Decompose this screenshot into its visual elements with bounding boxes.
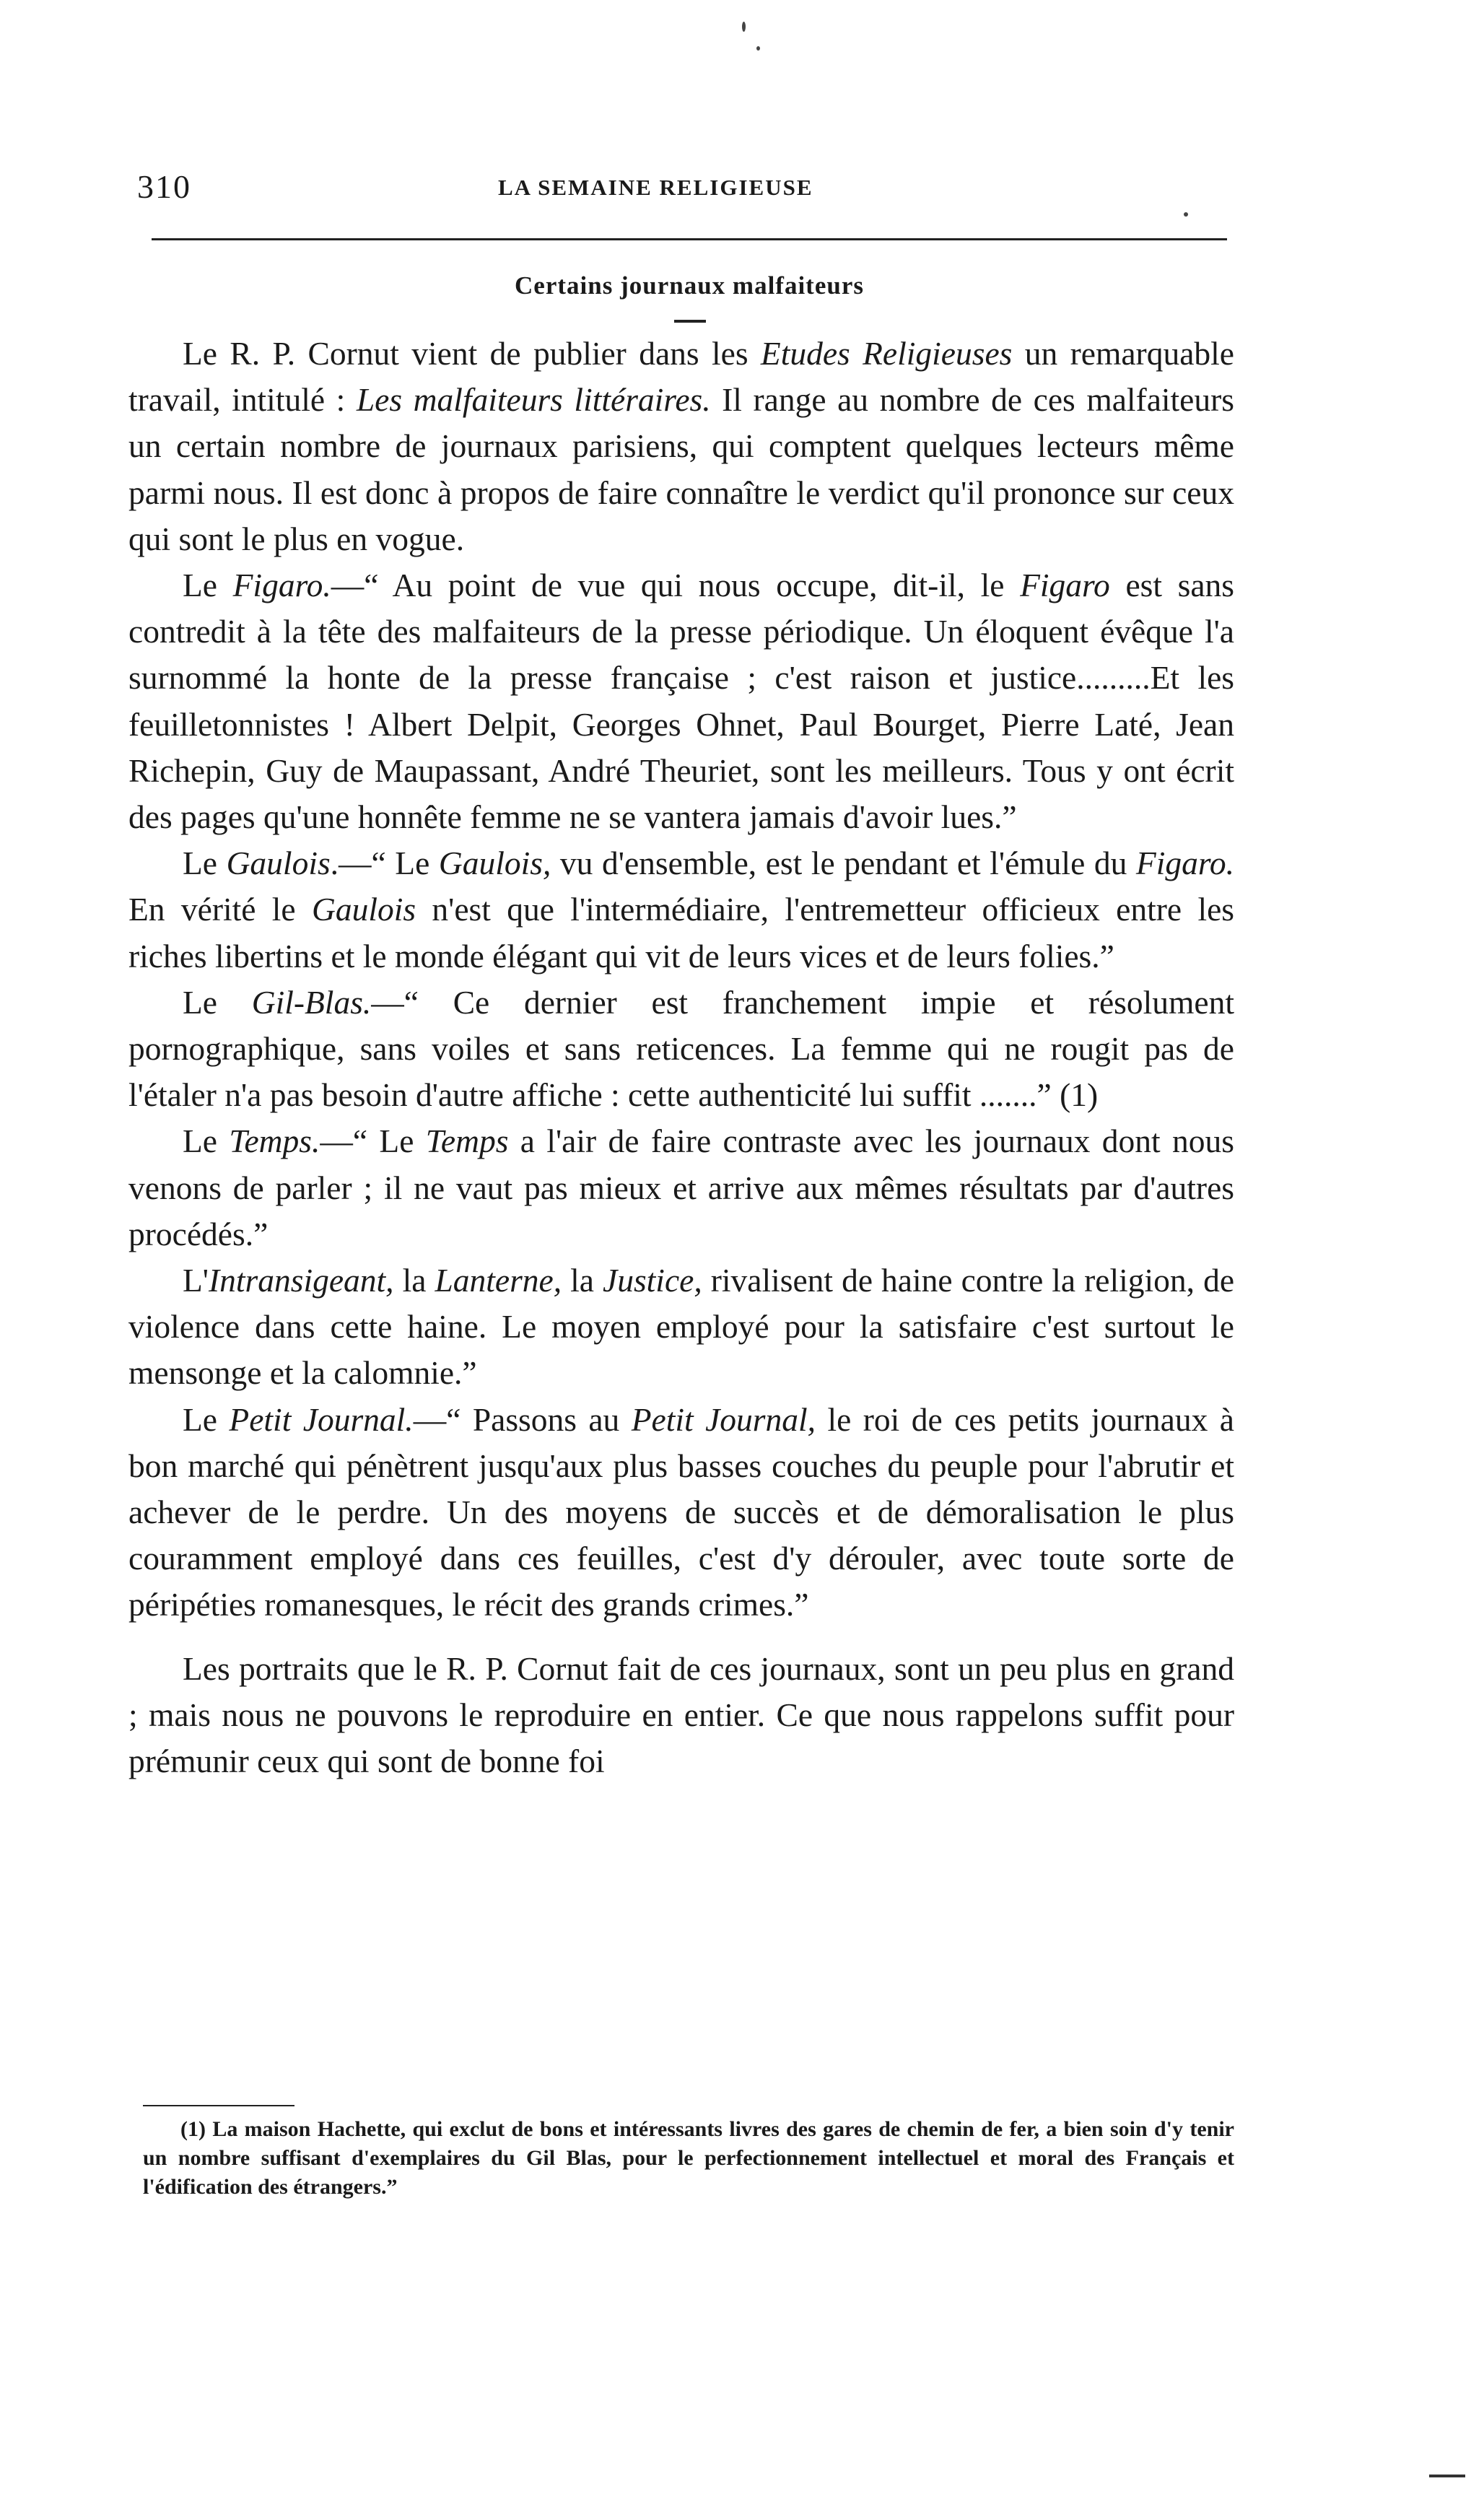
text-run: le roi de ces petits journaux à bon marché qui pénètrent jusqu'aux plus basses couches du peuple pour l'abrutir et achever de le perdre. Un des moyens de succès et de démoralisation le plus couramment employé dans ces feuilles, c'est d'y dérouler, avec toute sorte de péripéties romanesques, le récit des grands crimes.” — [128, 1400, 1234, 1623]
italic-run: Les malfaiteurs littéraires. — [356, 381, 711, 419]
page-number: 310 — [137, 168, 191, 205]
paragraph — [128, 1257, 1234, 1397]
text-run: a l'air de faire contraste avec les journaux dont nous venons de parler ; il ne vaut pas mieux et arrive aux mêmes résultats par d'autres procédés.” — [128, 1122, 1234, 1252]
paragraph — [128, 840, 1234, 980]
text-run: L' — [183, 1262, 209, 1299]
paragraph — [128, 1118, 1234, 1257]
italic-run: Lanterne, — [435, 1262, 562, 1299]
text-run: n'est que l'intermédiaire, l'entremetteur officieux entre les riches libertins et le monde élégant qui vit de leurs vices et de leurs folies.” — [128, 891, 1234, 975]
corner-mark — [1429, 2475, 1465, 2477]
text-run: Le — [183, 1400, 230, 1438]
italic-run: Temps — [425, 1122, 509, 1160]
italic-run: Gaulois, — [438, 845, 551, 882]
header-rule — [152, 238, 1227, 240]
text-run: —“ Au point de vue qui nous occupe, dit-il, le — [331, 567, 1021, 604]
text-run: la — [562, 1262, 603, 1299]
footnote-rule — [143, 2105, 294, 2106]
text-run: .—“ Le — [330, 845, 439, 882]
text-run: Le — [183, 845, 227, 882]
text-run: un remarquable travail, intitulé : — [128, 335, 1234, 419]
text-run: —“ Passons au — [413, 1400, 632, 1438]
text-run: Le — [183, 983, 252, 1021]
running-title: LA SEMAINE RELIGIEUSE — [498, 175, 813, 200]
text-run: Les portraits que le R. P. Cornut fait de ces journaux, sont un peu plus en grand ; mais nous ne pouvons le reproduire en entier. Ce que nous rappelons suffit pour prémunir ceux qui sont de bonne foi — [128, 1649, 1234, 1780]
italic-run: Gaulois — [311, 891, 416, 928]
paragraph — [128, 1646, 1234, 1785]
paragraph — [128, 562, 1234, 840]
title-divider — [674, 320, 706, 323]
italic-run: Justice, — [603, 1262, 702, 1299]
text-run: rivalisent de haine contre la religion, de violence dans cette haine. Le moyen employé pour la satisfaire c'est surtout le mensonge et la calomnie.” — [128, 1262, 1235, 1392]
footnote-text: (1) La maison Hachette, qui exclut de bons et intéressants livres des gares de chemin de fer, a bien soin d'y tenir un nombre suffisant d'exemplaires du Gil Blas, pour le perfectionnement intellectuel et moral des Français et l'édification des étrangers.” — [143, 2117, 1234, 2199]
text-run: En vérité le — [128, 891, 312, 928]
paragraph — [128, 331, 1234, 562]
italic-run: Etudes Religieuses — [760, 335, 1013, 372]
text-run: Le — [183, 1122, 230, 1160]
italic-run: Figaro. — [232, 567, 331, 604]
paragraph — [128, 980, 1234, 1119]
italic-run: Figaro — [1020, 567, 1110, 604]
text-run: Il range au nombre de ces malfaiteurs un certain nombre de journaux parisiens, qui comptent quelques lecteurs même parmi nous. Il est donc à propos de faire connaître le verdict qu'il prononce sur ceux qui sont le plus en vogue. — [128, 381, 1234, 557]
italic-run: Petit Journal. — [229, 1400, 414, 1438]
text-run: est sans contredit à la tête des malfaiteurs de la presse périodique. Un éloquent évêque l'a surnommé la honte de la presse française ; c'est raison et justice.........Et les feuilletonnistes ! Albert Delpit, Georges Ohnet, Paul Bourget, Pierre Laté, Jean Richepin, Guy de Maupassant, André Theuriet, sont les meilleurs. Tous y ont écrit des pages qu'une honnête femme ne se vantera jamais d'avoir lues.” — [128, 567, 1235, 836]
italic-run: Figaro. — [1135, 845, 1234, 882]
footnote — [143, 2115, 1234, 2202]
print-speck — [756, 46, 760, 51]
text-run: vu d'ensemble, est le pendant et l'émule du — [551, 845, 1136, 882]
print-speck — [742, 22, 746, 32]
article-body — [128, 331, 1234, 1784]
text-run: Le — [183, 567, 233, 604]
paragraph — [128, 1397, 1234, 1629]
text-run: —“ Le — [320, 1122, 426, 1160]
text-run: Le R. P. Cornut vient de publier dans les — [183, 335, 761, 372]
italic-run: Gaulois — [226, 845, 331, 882]
italic-run: Intransigeant, — [209, 1262, 394, 1299]
print-speck — [1184, 212, 1188, 217]
article-title: Certains journaux malfaiteurs — [515, 271, 864, 300]
text-run: —“ Ce dernier est franchement impie et résolument pornographique, sans voiles et sans reticences. La femme qui ne rougit pas de l'étaler n'a pas besoin d'autre affiche : cette authenticité lui suffit .......” (1) — [128, 983, 1234, 1114]
text-run: la — [393, 1262, 435, 1299]
italic-run: Temps. — [229, 1122, 320, 1160]
italic-run: Petit Journal, — [631, 1400, 816, 1438]
page-header — [137, 167, 1227, 211]
italic-run: Gil-Blas. — [251, 983, 372, 1021]
